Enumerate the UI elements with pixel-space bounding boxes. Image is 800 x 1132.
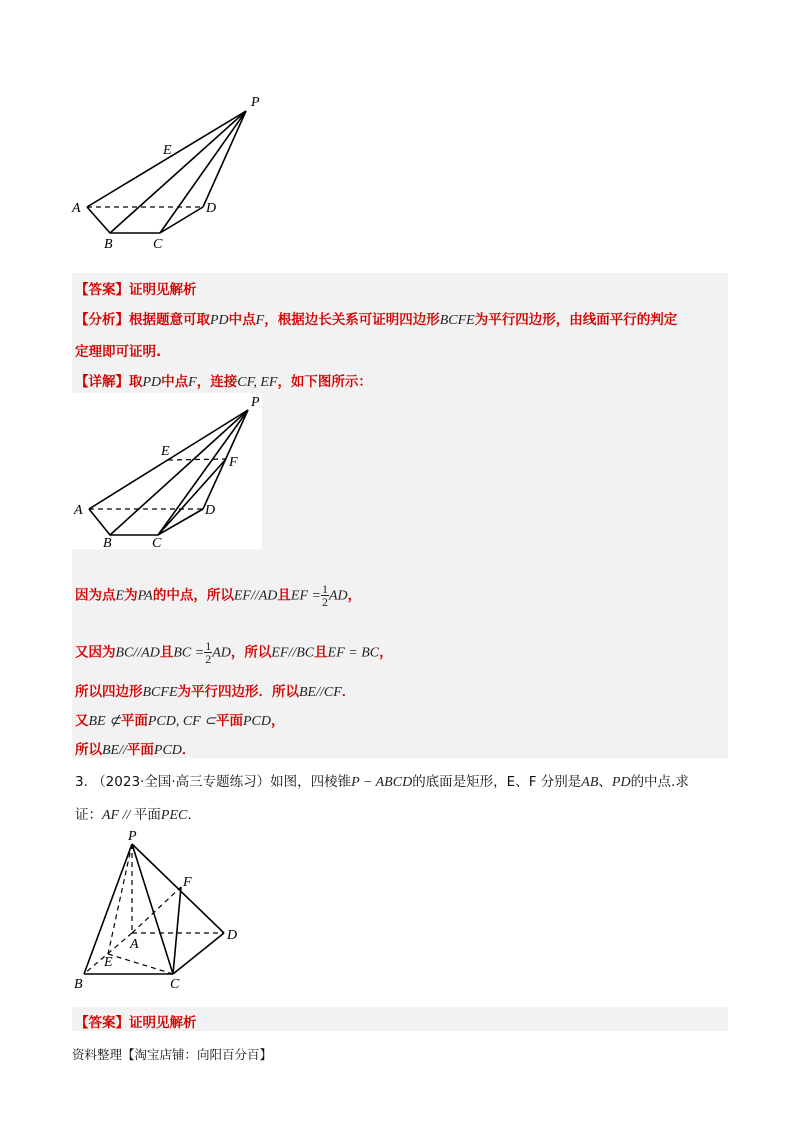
answer-line-1: 【答案】证明见解析 (75, 282, 197, 298)
label-B: B (103, 536, 112, 549)
label-C: C (153, 237, 163, 252)
label-P: P (251, 395, 260, 410)
label-A: A (74, 503, 83, 518)
detail-line: 【详解】取PD中点F，连接CF, EF，如下图所示： (75, 374, 372, 390)
label-C: C (152, 536, 162, 549)
label-A: A (130, 937, 139, 952)
label-E: E (104, 955, 113, 970)
proof-line-2: 又因为BC//AD且BC = $\frac{1}{2}$ AD，所以EF//BC且EF = BC， (75, 639, 393, 666)
label-D: D (206, 201, 217, 216)
label-F: F (229, 455, 238, 470)
label-B: B (104, 237, 113, 252)
proof-line-4: 又BE ⊄平面PCD, CF ⊂平面PCD， (75, 713, 285, 729)
label-P: P (251, 95, 260, 110)
figure-pyramid-3 (70, 826, 250, 996)
question-3-line-1: 3. （2023·全国·高三专题练习）如图，四棱锥P − ABCD的底面是矩形，E、F 分别是AB、PD的中点.求 (75, 774, 689, 790)
analysis-line: 【分析】根据题意可取PD中点F，根据边长关系可证明四边形BCFE为平行四边形，由线面平行的判定 (75, 312, 678, 328)
label-E: E (163, 143, 172, 158)
label-B: B (74, 977, 83, 992)
figure-pyramid-2 (72, 393, 262, 549)
proof-line-1: 因为点E为PA的中点，所以EF//AD且EF = $\frac{1}{2}$ AD， (75, 582, 362, 609)
proof-line-5: 所以BE//平面PCD． (75, 742, 196, 758)
label-E: E (161, 444, 170, 459)
figure-pyramid-1 (70, 92, 270, 252)
analysis-line-2: 定理即可证明. (75, 344, 162, 360)
answer-line-3: 【答案】证明见解析 (75, 1015, 197, 1031)
label-D: D (227, 928, 238, 943)
proof-line-3: 所以四边形BCFE为平行四边形．所以BE//CF． (75, 684, 356, 700)
footer-credit: 资料整理【淘宝店铺：向阳百分百】 (72, 1047, 273, 1062)
label-D: D (205, 503, 216, 518)
question-3-line-2: 证：AF // 平面PEC. (75, 807, 192, 823)
label-F: F (183, 875, 192, 890)
label-P: P (128, 829, 137, 844)
label-C: C (170, 977, 180, 992)
label-A: A (72, 201, 81, 216)
